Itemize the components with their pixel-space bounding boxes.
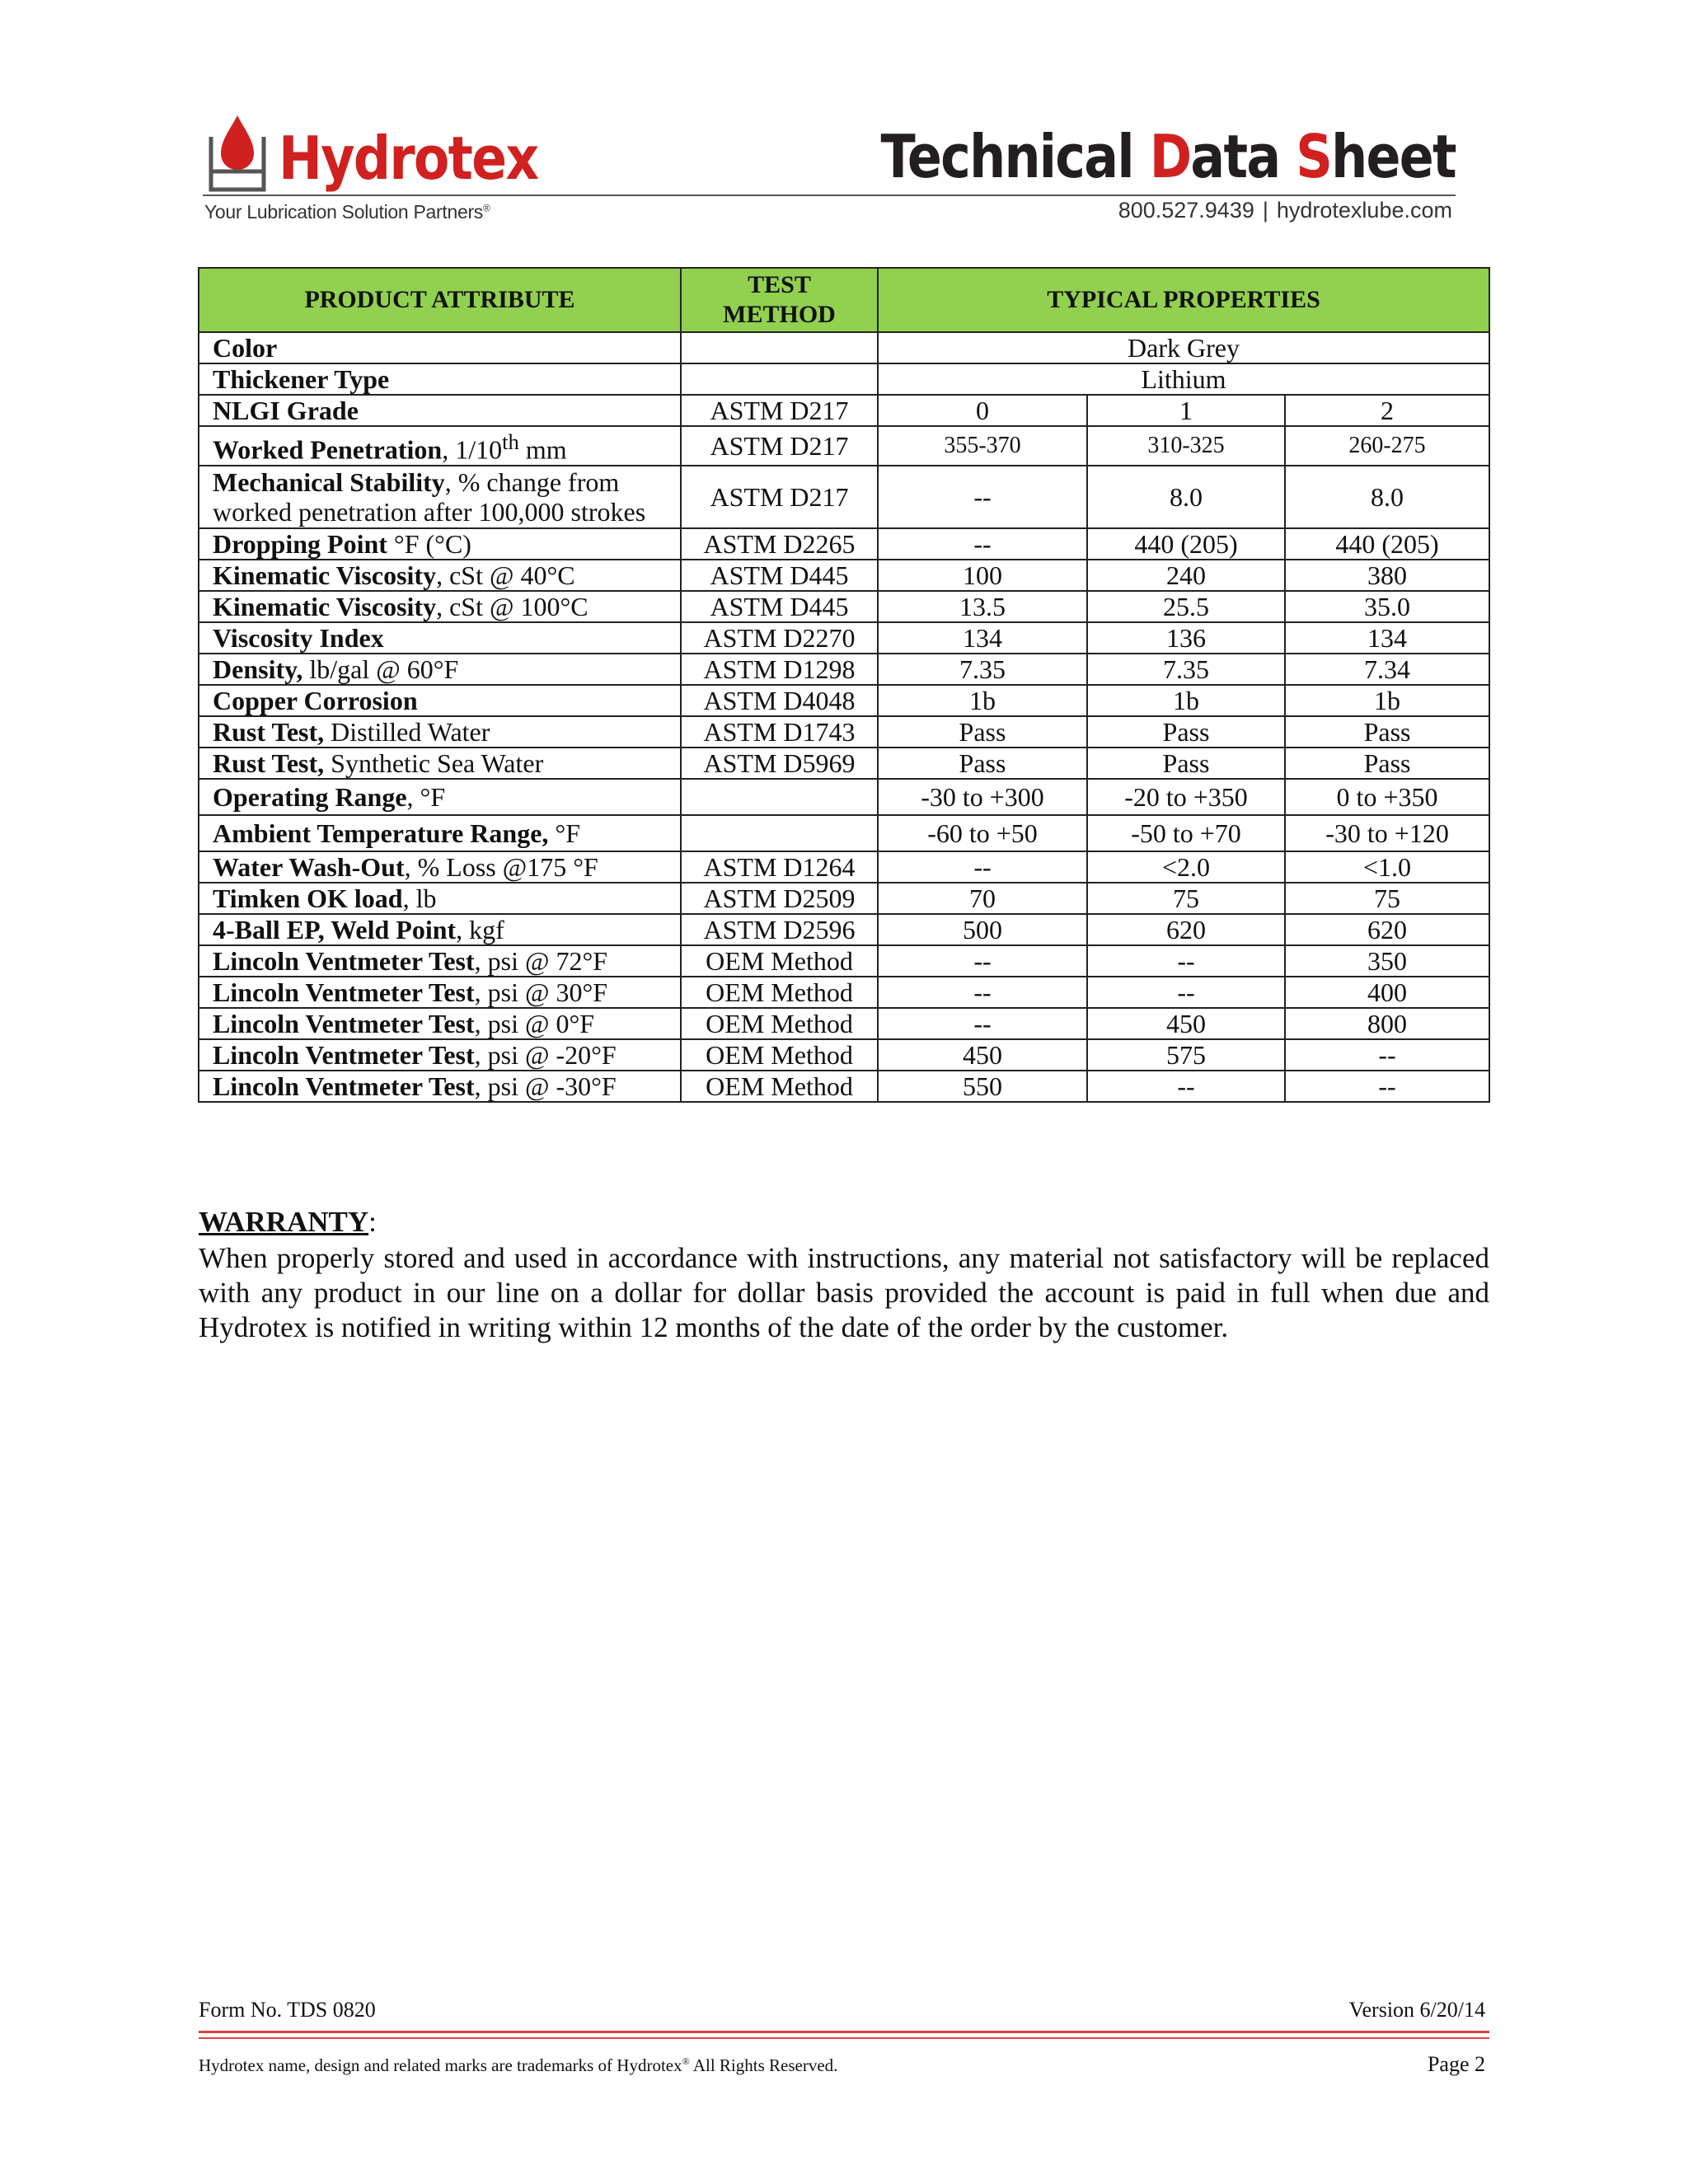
form-number: Form No. TDS 0820 [199,1998,376,2022]
attribute-cell: Operating Range, °F [199,779,681,815]
hydrotex-logo [203,109,538,232]
test-method-cell: ASTM D5969 [681,748,878,779]
header-typical-properties: TYPICAL PROPERTIES [878,268,1489,332]
table-row [199,426,1489,466]
property-value-cell: 0 [878,395,1087,426]
table-row [199,395,1489,426]
test-method-cell [681,332,878,363]
test-method-cell: ASTM D4048 [681,685,878,716]
property-value-cell: 100 [878,560,1087,591]
test-method-cell: OEM Method [681,945,878,977]
property-value-cell: 400 [1285,977,1489,1008]
table-row [199,945,1489,977]
attribute-cell: Color [199,332,681,363]
property-value-cell: -- [878,851,1087,883]
table-body [199,332,1489,1102]
property-value-cell: -20 to +350 [1087,779,1285,815]
property-value-cell: -60 to +50 [878,815,1087,851]
property-value-cell: 800 [1285,1008,1489,1039]
property-value-cell: 134 [878,622,1087,654]
property-value-cell: 2 [1285,395,1489,426]
property-value-cell: -- [1285,1071,1489,1102]
table-row [199,716,1489,748]
property-value-cell: -30 to +300 [878,779,1087,815]
header-product-attribute: PRODUCT ATTRIBUTE [199,268,681,332]
property-value-cell: -- [1087,1071,1285,1102]
property-value-cell: Pass [1087,748,1285,779]
property-value-cell: 13.5 [878,591,1087,622]
attribute-cell: Density, lb/gal @ 60°F [199,654,681,685]
table-row [199,332,1489,363]
property-value-cell: -50 to +70 [1087,815,1285,851]
table-row [199,685,1489,716]
document-title: Technical Data Sheet [880,122,1456,191]
property-value-cell: 1 [1087,395,1285,426]
property-value-cell: 7.34 [1285,654,1489,685]
website-link[interactable]: hydrotexlube.com [1276,198,1452,223]
test-method-cell [681,363,878,395]
oil-drop-logo-icon [206,114,269,194]
warranty-text: When properly stored and used in accordance with instructions, any material not satisfactory will be replaced with any product in our line on a dollar for dollar basis provided the account is paid in full when due and Hydrotex is notified in writing within 12 months of the date of the order by the customer. [199,1242,1489,1343]
property-value-cell: 1b [1087,685,1285,716]
attribute-cell: Lincoln Ventmeter Test, psi @ 0°F [199,1008,681,1039]
properties-table [198,267,1490,1103]
attribute-cell: Rust Test, Synthetic Sea Water [199,748,681,779]
property-value-cell: -- [1285,1039,1489,1071]
property-value-cell: 550 [878,1071,1087,1102]
test-method-cell: ASTM D2509 [681,883,878,914]
attribute-cell: Lincoln Ventmeter Test, psi @ 72°F [199,945,681,977]
logo-wordmark: Hydrotex [279,124,538,193]
test-method-cell: ASTM D1743 [681,716,878,748]
property-value-cell: -- [878,1008,1087,1039]
attribute-cell: Lincoln Ventmeter Test, psi @ -30°F [199,1071,681,1102]
attribute-cell: Timken OK load, lb [199,883,681,914]
table-row [199,977,1489,1008]
table-row [199,815,1489,851]
test-method-cell: ASTM D2596 [681,914,878,945]
property-value-cell: 620 [1087,914,1285,945]
property-value-cell: 1b [878,685,1087,716]
trademark-notice: Hydrotex name, design and related marks are trademarks of Hydrotex® All Rights Reserved. [199,2055,838,2075]
property-value-cell: 440 (205) [1087,528,1285,560]
property-value-cell: -- [1087,977,1285,1008]
table-row [199,883,1489,914]
footer-divider-top [199,2031,1489,2033]
property-value-cell: <1.0 [1285,851,1489,883]
page-number: Page 2 [1427,2052,1485,2076]
contact-info: 800.527.9439 | hydrotexlube.com [1118,198,1452,223]
table-row [199,748,1489,779]
table-row [199,622,1489,654]
attribute-cell: Viscosity Index [199,622,681,654]
phone-number: 800.527.9439 [1118,198,1254,223]
property-value-cell: 75 [1087,883,1285,914]
property-value-cell: 70 [878,883,1087,914]
test-method-cell: ASTM D1264 [681,851,878,883]
property-value-cell: -- [878,977,1087,1008]
property-value-cell: 260-275 [1285,426,1489,466]
table-row [199,363,1489,395]
attribute-cell: Mechanical Stability, % change from worked penetration after 100,000 strokes [199,466,681,528]
attribute-cell: Kinematic Viscosity, cSt @ 100°C [199,591,681,622]
header-divider [203,194,1456,196]
attribute-cell: Water Wash-Out, % Loss @175 °F [199,851,681,883]
property-value-cell: 380 [1285,560,1489,591]
property-value-cell: Pass [1285,748,1489,779]
attribute-cell: Ambient Temperature Range, °F [199,815,681,851]
property-value-cell: 240 [1087,560,1285,591]
property-value-cell: -- [878,945,1087,977]
table-row [199,851,1489,883]
property-value-cell: 35.0 [1285,591,1489,622]
attribute-cell: 4-Ball EP, Weld Point, kgf [199,914,681,945]
table-row [199,591,1489,622]
property-value-cell: -- [1087,945,1285,977]
property-value-cell: 0 to +350 [1285,779,1489,815]
attribute-cell: Rust Test, Distilled Water [199,716,681,748]
test-method-cell: OEM Method [681,1008,878,1039]
property-value-cell: 440 (205) [1285,528,1489,560]
property-value-cell: 450 [1087,1008,1285,1039]
test-method-cell: ASTM D445 [681,591,878,622]
test-method-cell: ASTM D217 [681,395,878,426]
property-value-cell: -- [878,466,1087,528]
table-row [199,1039,1489,1071]
attribute-cell: NLGI Grade [199,395,681,426]
property-value-cell: Pass [878,748,1087,779]
test-method-cell [681,779,878,815]
attribute-cell: Thickener Type [199,363,681,395]
table-row [199,528,1489,560]
attribute-cell: Kinematic Viscosity, cSt @ 40°C [199,560,681,591]
table-row [199,779,1489,815]
property-value-cell: -- [878,528,1087,560]
attribute-cell: Lincoln Ventmeter Test, psi @ 30°F [199,977,681,1008]
test-method-cell: OEM Method [681,1039,878,1071]
property-value-cell: 500 [878,914,1087,945]
property-value-cell: 620 [1285,914,1489,945]
warranty-section: WARRANTY: When properly stored and used in accordance with instructions, any material not satisfactory will be replaced with any product in our line on a dollar for dollar basis provided the account is paid in full when due and Hydrotex is notified in writing within 12 months of the date of the order by the customer. [199,1206,1489,1343]
table-row [199,466,1489,528]
attribute-cell: Worked Penetration, 1/10th mm [199,426,681,466]
table-row [199,1071,1489,1102]
property-value-cell: Lithium [878,363,1489,395]
property-value-cell: Dark Grey [878,332,1489,363]
test-method-cell: ASTM D445 [681,560,878,591]
table-header-row [199,268,1489,332]
property-value-cell: 450 [878,1039,1087,1071]
warranty-heading: WARRANTY [199,1206,369,1238]
table-row [199,1008,1489,1039]
property-value-cell: 8.0 [1087,466,1285,528]
property-value-cell: -30 to +120 [1285,815,1489,851]
property-value-cell: <2.0 [1087,851,1285,883]
property-value-cell: 134 [1285,622,1489,654]
property-value-cell: 575 [1087,1039,1285,1071]
test-method-cell: OEM Method [681,977,878,1008]
property-value-cell: Pass [1087,716,1285,748]
property-value-cell: 1b [1285,685,1489,716]
test-method-cell: ASTM D1298 [681,654,878,685]
attribute-cell: Dropping Point °F (°C) [199,528,681,560]
property-value-cell: 75 [1285,883,1489,914]
property-value-cell: 25.5 [1087,591,1285,622]
test-method-cell [681,815,878,851]
test-method-cell: ASTM D2265 [681,528,878,560]
table-row [199,560,1489,591]
property-value-cell: Pass [878,716,1087,748]
attribute-cell: Copper Corrosion [199,685,681,716]
property-value-cell: 8.0 [1285,466,1489,528]
property-value-cell: Pass [1285,716,1489,748]
property-value-cell: 355-370 [878,426,1087,466]
property-value-cell: 350 [1285,945,1489,977]
table-row [199,914,1489,945]
test-method-cell: ASTM D217 [681,426,878,466]
property-value-cell: 7.35 [1087,654,1285,685]
test-method-cell: ASTM D217 [681,466,878,528]
attribute-cell: Lincoln Ventmeter Test, psi @ -20°F [199,1039,681,1071]
footer-divider-bottom [199,2037,1489,2039]
test-method-cell: OEM Method [681,1071,878,1102]
test-method-cell: ASTM D2270 [681,622,878,654]
property-value-cell: 310-325 [1087,426,1285,466]
logo-tagline: Your Lubrication Solution Partners® [204,201,490,223]
version-label: Version 6/20/14 [1348,1998,1485,2022]
header-test-method: TEST METHOD [681,268,878,332]
table-row [199,654,1489,685]
property-value-cell: 7.35 [878,654,1087,685]
property-value-cell: 136 [1087,622,1285,654]
